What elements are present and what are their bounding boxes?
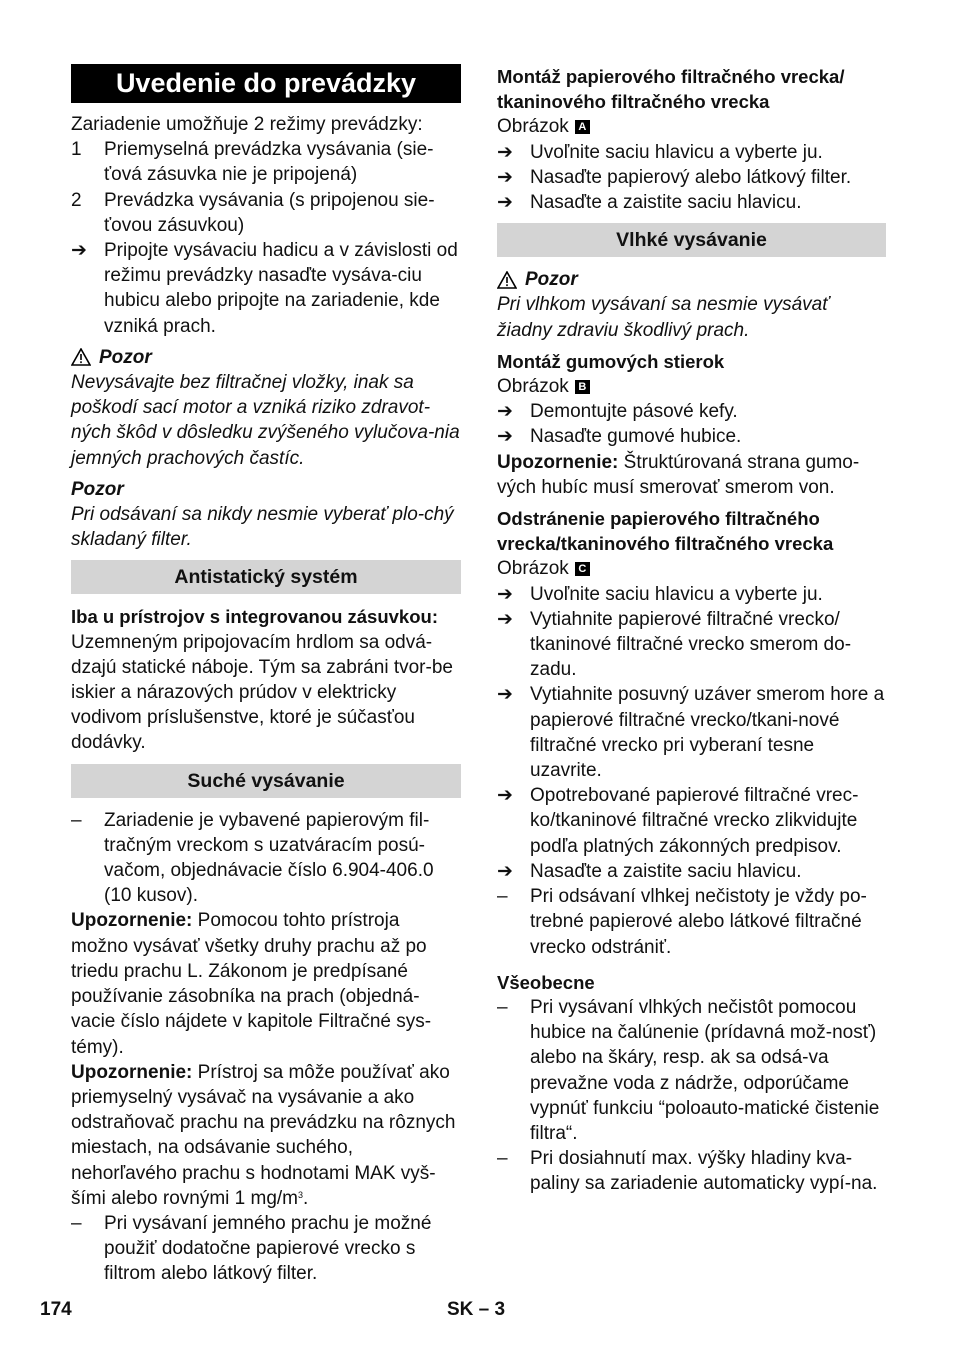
arrow-icon: ➔ bbox=[497, 192, 513, 214]
antistatic-text: Uzemneným pripojovacím hrdlom sa odvá-dzajú statické náboje. Tým sa zabráni tvor-be iskier a nárazových prúdov v elektricky vodivom príslušenstve, ktoré je súčasťou dodávky. bbox=[71, 631, 453, 754]
arrow-icon: ➔ bbox=[497, 426, 513, 448]
list-item: – Pri odsávaní vlhkej nečistoty je vždy po-trebné papierové alebo látkové filtračné vrecko odstrániť. bbox=[497, 884, 886, 960]
instruction-step: ➔ Vytiahnite papierové filtračné vrecko/ tkaninové filtračné vrecko smerom do-zadu. bbox=[497, 607, 886, 683]
note-paragraph: Upozornenie: Štruktúrovaná strana gumo-vých hubíc musí smerovať smerom von. bbox=[497, 451, 860, 498]
figure-b-badge: B bbox=[575, 380, 590, 394]
subheading: Odstránenie papierového filtračného vrecka/tkaninového filtračného vrecka bbox=[497, 508, 834, 555]
instruction-step: ➔ Nasaďte papierový alebo látkový filter. bbox=[497, 165, 886, 190]
figure-reference: Obrázok B bbox=[497, 374, 886, 399]
page-title: Uvedenie do prevádzky bbox=[71, 64, 461, 103]
instruction-step: ➔ Nasaďte a zaistite saciu hlavicu. bbox=[497, 190, 886, 215]
warning-triangle-icon bbox=[71, 348, 91, 366]
arrow-icon: ➔ bbox=[497, 785, 513, 807]
warning-triangle-icon bbox=[497, 271, 517, 289]
page-number: 174 bbox=[40, 1299, 72, 1320]
arrow-icon: ➔ bbox=[497, 608, 513, 630]
figure-reference: Obrázok C bbox=[497, 556, 886, 581]
instruction-step: ➔ Pripojte vysávaciu hadicu a v závislosti od režimu prevádzky nasaďte vysáva-ciu hubicu alebo pripojte na zariadenie, kde vzniká prach. bbox=[71, 238, 461, 339]
note-paragraph: Upozornenie: Prístroj sa môže používať ako priemyselný vysávač na vysávanie a ako odstraňovač prachu na prevádzku na rôznych miestach, na odsávanie suchého, nehorľavého prachu s hodnotami MAK vyš-šími alebo rovnými 1 $mg/m^3$. bbox=[71, 1061, 456, 1209]
warning-text: Pri vlhkom vysávaní sa nesmie vysávať žiadny zdraviu škodlivý prach. bbox=[497, 294, 829, 341]
intro-text: Zariadenie umožňuje 2 režimy prevádzky: bbox=[71, 114, 423, 135]
subheading: Iba u prístrojov s integrovanou zásuvkou: bbox=[71, 606, 438, 628]
warning-heading: Pozor bbox=[497, 267, 886, 292]
dash-marker: – bbox=[497, 1148, 508, 1170]
note-paragraph: Upozornenie: Pomocou tohto prístroja možno vysávať všetky druhy prachu až po triedu prachu L. Zákonom je predpísané používanie zásobníka na prach (objedná-vacie číslo nájdete v kapitole Filtračné sys-témy). bbox=[71, 910, 432, 1058]
section-heading-wet: Vlhké vysávanie bbox=[497, 223, 886, 257]
warning-text: Nevysávajte bez filtračnej vložky, inak sa poškodí sací motor a vzniká riziko zdravot-ných škôd v dôsledku zvýšeného vylučova-nia jemných prachových častíc. bbox=[71, 372, 460, 469]
subheading: Všeobecne bbox=[497, 971, 595, 993]
instruction-step: ➔ Nasaďte a zaistite saciu hlavicu. bbox=[497, 859, 886, 884]
instruction-step: ➔ Opotrebované papierové filtračné vrec-ko/tkaninové filtračné vrecko zlikvidujte podľa platných zákonných predpisov. bbox=[497, 783, 886, 859]
warning-heading: Pozor bbox=[71, 345, 461, 370]
dash-marker: – bbox=[497, 996, 508, 1018]
caution-text: Pri odsávaní sa nikdy nesmie vyberať plo-chý skladaný filter. bbox=[71, 504, 454, 551]
list-item: – Pri dosiahnutí max. výšky hladiny kva-paliny sa zariadenie automaticky vypí-na. bbox=[497, 1146, 886, 1196]
instruction-step: ➔ Uvoľnite saciu hlavicu a vyberte ju. bbox=[497, 140, 886, 165]
right-column bbox=[497, 64, 886, 1197]
dash-marker: – bbox=[71, 809, 82, 831]
dash-marker: – bbox=[497, 886, 508, 908]
subheading: Montáž papierového filtračného vrecka/ tkaninového filtračného vrecka bbox=[497, 66, 845, 113]
caution-label: Pozor bbox=[71, 478, 124, 500]
arrow-icon: ➔ bbox=[497, 166, 513, 188]
dash-marker: – bbox=[71, 1212, 82, 1234]
arrow-icon: ➔ bbox=[497, 583, 513, 605]
section-heading-antistatic: Antistatický systém bbox=[71, 560, 461, 594]
arrow-icon: ➔ bbox=[497, 141, 513, 163]
section-heading-dry: Suché vysávanie bbox=[71, 764, 461, 798]
list-item: – Zariadenie je vybavené papierovým fil-tračným vreckom s uzatváracím posú-vačom, objednávacie číslo 6.904-406.0 (10 kusov). bbox=[71, 808, 461, 909]
arrow-icon: ➔ bbox=[71, 240, 87, 262]
arrow-icon: ➔ bbox=[497, 684, 513, 706]
subheading: Montáž gumových stierok bbox=[497, 350, 725, 372]
instruction-step: ➔ Uvoľnite saciu hlavicu a vyberte ju. bbox=[497, 582, 886, 607]
instruction-step: ➔ Demontujte pásové kefy. bbox=[497, 399, 886, 424]
list-item: – Pri vysávaní vlhkých nečistôt pomocou hubice na čalúnenie (prídavná mož-nosť) alebo na škáry, resp. ak sa odsá-va prevažne voda z nádrže, odporúčame vypnúť funkciu “poloauto-matické čistenie filtra“. bbox=[497, 995, 886, 1146]
figure-reference: Obrázok A bbox=[497, 114, 886, 139]
instruction-step: ➔ Vytiahnite posuvný uzáver smerom hore a papierové filtračné vrecko/tkani-nové filtračné vrecko pri vyberaní tesne uzavrite. bbox=[497, 682, 886, 783]
mode-item: 1 Priemyselná prevádzka vysávania (sie-ťová zásuvka nie je pripojená) bbox=[71, 139, 434, 186]
figure-c-badge: C bbox=[575, 562, 590, 576]
language-section-label: SK – 3 bbox=[447, 1299, 506, 1320]
figure-a-badge: A bbox=[575, 120, 590, 134]
left-column bbox=[71, 64, 461, 1287]
instruction-step: ➔ Nasaďte gumové hubice. bbox=[497, 424, 886, 449]
arrow-icon: ➔ bbox=[497, 860, 513, 882]
list-item: – Pri vysávaní jemného prachu je možné použiť dodatočne papierové vrecko s filtrom alebo látkový filter. bbox=[71, 1211, 461, 1287]
mode-item: 2 Prevádzka vysávania (s pripojenou sie-ťovou zásuvkou) bbox=[71, 189, 435, 236]
arrow-icon: ➔ bbox=[497, 401, 513, 423]
